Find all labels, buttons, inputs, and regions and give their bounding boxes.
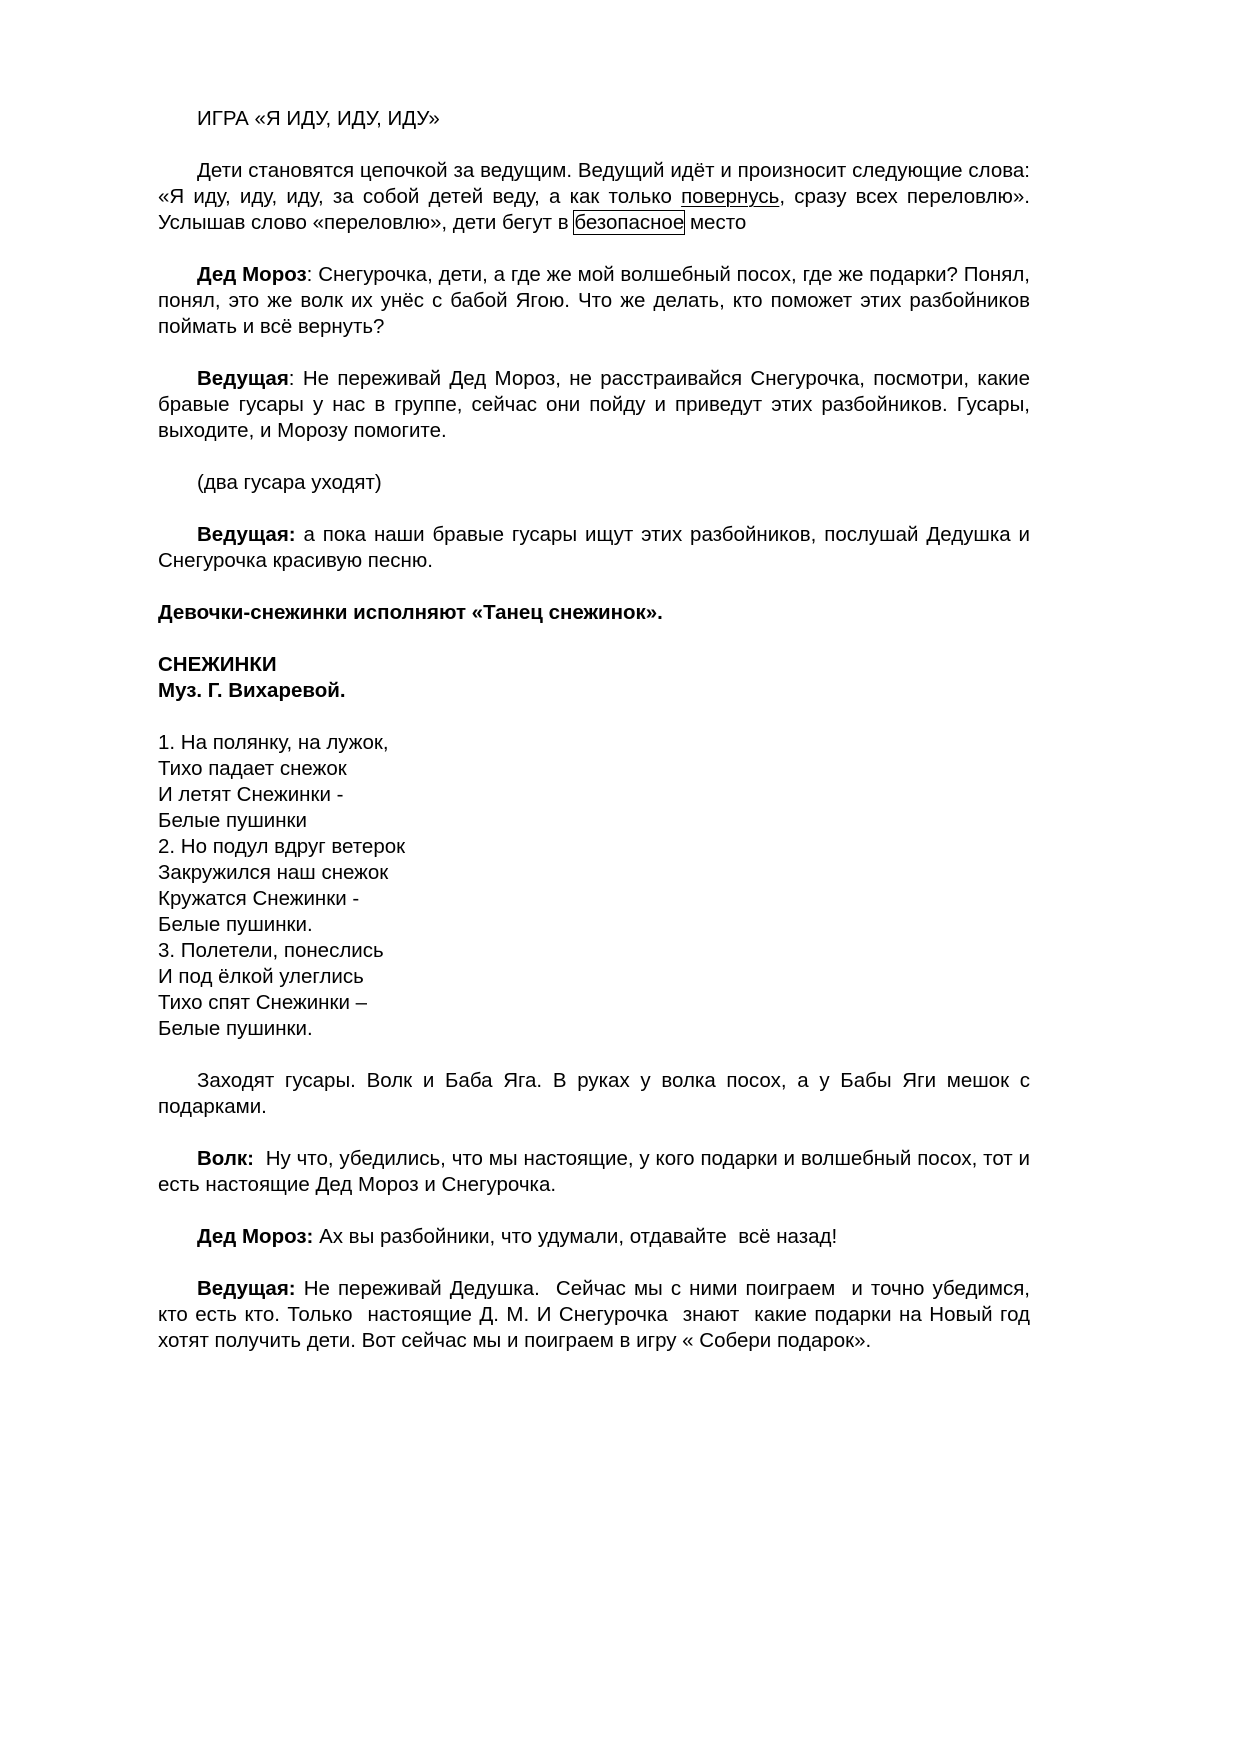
speaker-name: Дед Мороз [197,263,307,286]
dialogue-paragraph [158,1146,1030,1198]
lyric-line: 1. На полянку, на лужок, [158,731,389,754]
underlined-word: повернусь [681,185,780,208]
song-lyrics [158,730,1030,1042]
lyric-line: Белые пушинки. [158,1017,313,1040]
speaker-name: Дед Мороз: [197,1225,314,1248]
speaker-name: Ведущая [197,367,289,390]
lyric-line: 3. Полетели, понеслись [158,939,384,962]
lyric-line: Тихо спят Снежинки – [158,991,368,1014]
lyric-line: И под ёлкой улеглись [158,965,364,988]
lyric-line: Кружатся Снежинки - [158,887,360,910]
game-title: ИГРА «Я ИДУ, ИДУ, ИДУ» [197,107,440,130]
speaker-name: Ведущая: [197,1277,296,1300]
text-run: , сразу всех переловлю». Услышав слово «переловлю», дети бегут в [158,185,1030,234]
lyric-line: И летят Снежинки - [158,783,344,806]
lyric-line: Закружился наш снежок [158,861,389,884]
dialogue-text: Ну что, убедились, что мы настоящие, у кого подарки и волшебный посох, тот и есть настоящие Дед Мороз и Снегурочка. [158,1147,1030,1196]
speaker-name: Волк: [197,1147,254,1170]
lyric-line: 2. Но подул вдруг ветерок [158,835,406,858]
speaker-name: Ведущая: [197,523,296,546]
dialogue-text: Снегурочка, дети, а где же мой волшебный посох, где же подарки? Понял, понял, это же волк их унёс с бабой Ягою. Что же делать, кто поможет этих разбойников поймать и всё вернуть? [158,263,1030,338]
dialogue-text: Не переживай Дед Мороз, не расстраивайся Снегурочка, посмотри, какие бравые гусары у нас в группе, сейчас они пойду и приведут этих разбойников. Гусары, выходите, и Морозу помогите. [158,367,1030,442]
game-description [158,158,1030,236]
lyric-line: Белые пушинки. [158,913,313,936]
dialogue-paragraph [158,262,1030,340]
separator [296,1277,304,1300]
dialogue-text: Ах вы разбойники, что удумали, отдавайте всё назад! [319,1225,838,1248]
boxed-word: безопасное [574,211,685,234]
dialogue-paragraph [158,366,1030,444]
separator: : [306,263,319,286]
song-composer: Муз. Г. Вихаревой. [158,679,346,702]
dialogue-paragraph [158,1224,1030,1250]
text-run: место [684,211,747,234]
song-title: СНЕЖИНКИ [158,653,277,676]
separator: : [288,367,303,390]
lyric-line: Белые пушинки [158,809,307,832]
stage-direction: (два гусара уходят) [197,471,382,494]
dialogue-text: Не переживай Дедушка. Сейчас мы с ними поиграем и точно убедимся, кто есть кто. Только настоящие Д. М. И Снегурочка знают какие подарки на Новый год хотят получить дети. Вот сейчас мы и поиграем в игру « Собери подарок». [158,1277,1036,1352]
dialogue-paragraph [158,522,1030,574]
dialogue-text: а пока наши бравые гусары ищут этих разбойников, послушай Дедушка и Снегурочка красивую песню. [158,523,1030,572]
separator [254,1147,266,1170]
dialogue-paragraph [158,1276,1036,1354]
document-page [158,106,1036,1354]
lyric-line: Тихо падает снежок [158,757,347,780]
stage-direction-paragraph: Заходят гусары. Волк и Баба Яга. В руках у волка посох, а у Бабы Яги мешок с подарками. [158,1069,1030,1118]
dance-announcement: Девочки-снежинки исполняют «Танец снежинок». [158,601,663,624]
text-run: Дети становятся цепочкой за ведущим. Ведущий идёт и произносит следующие слова: «Я иду, иду, иду, за собой детей веду, а как только [158,159,1030,208]
